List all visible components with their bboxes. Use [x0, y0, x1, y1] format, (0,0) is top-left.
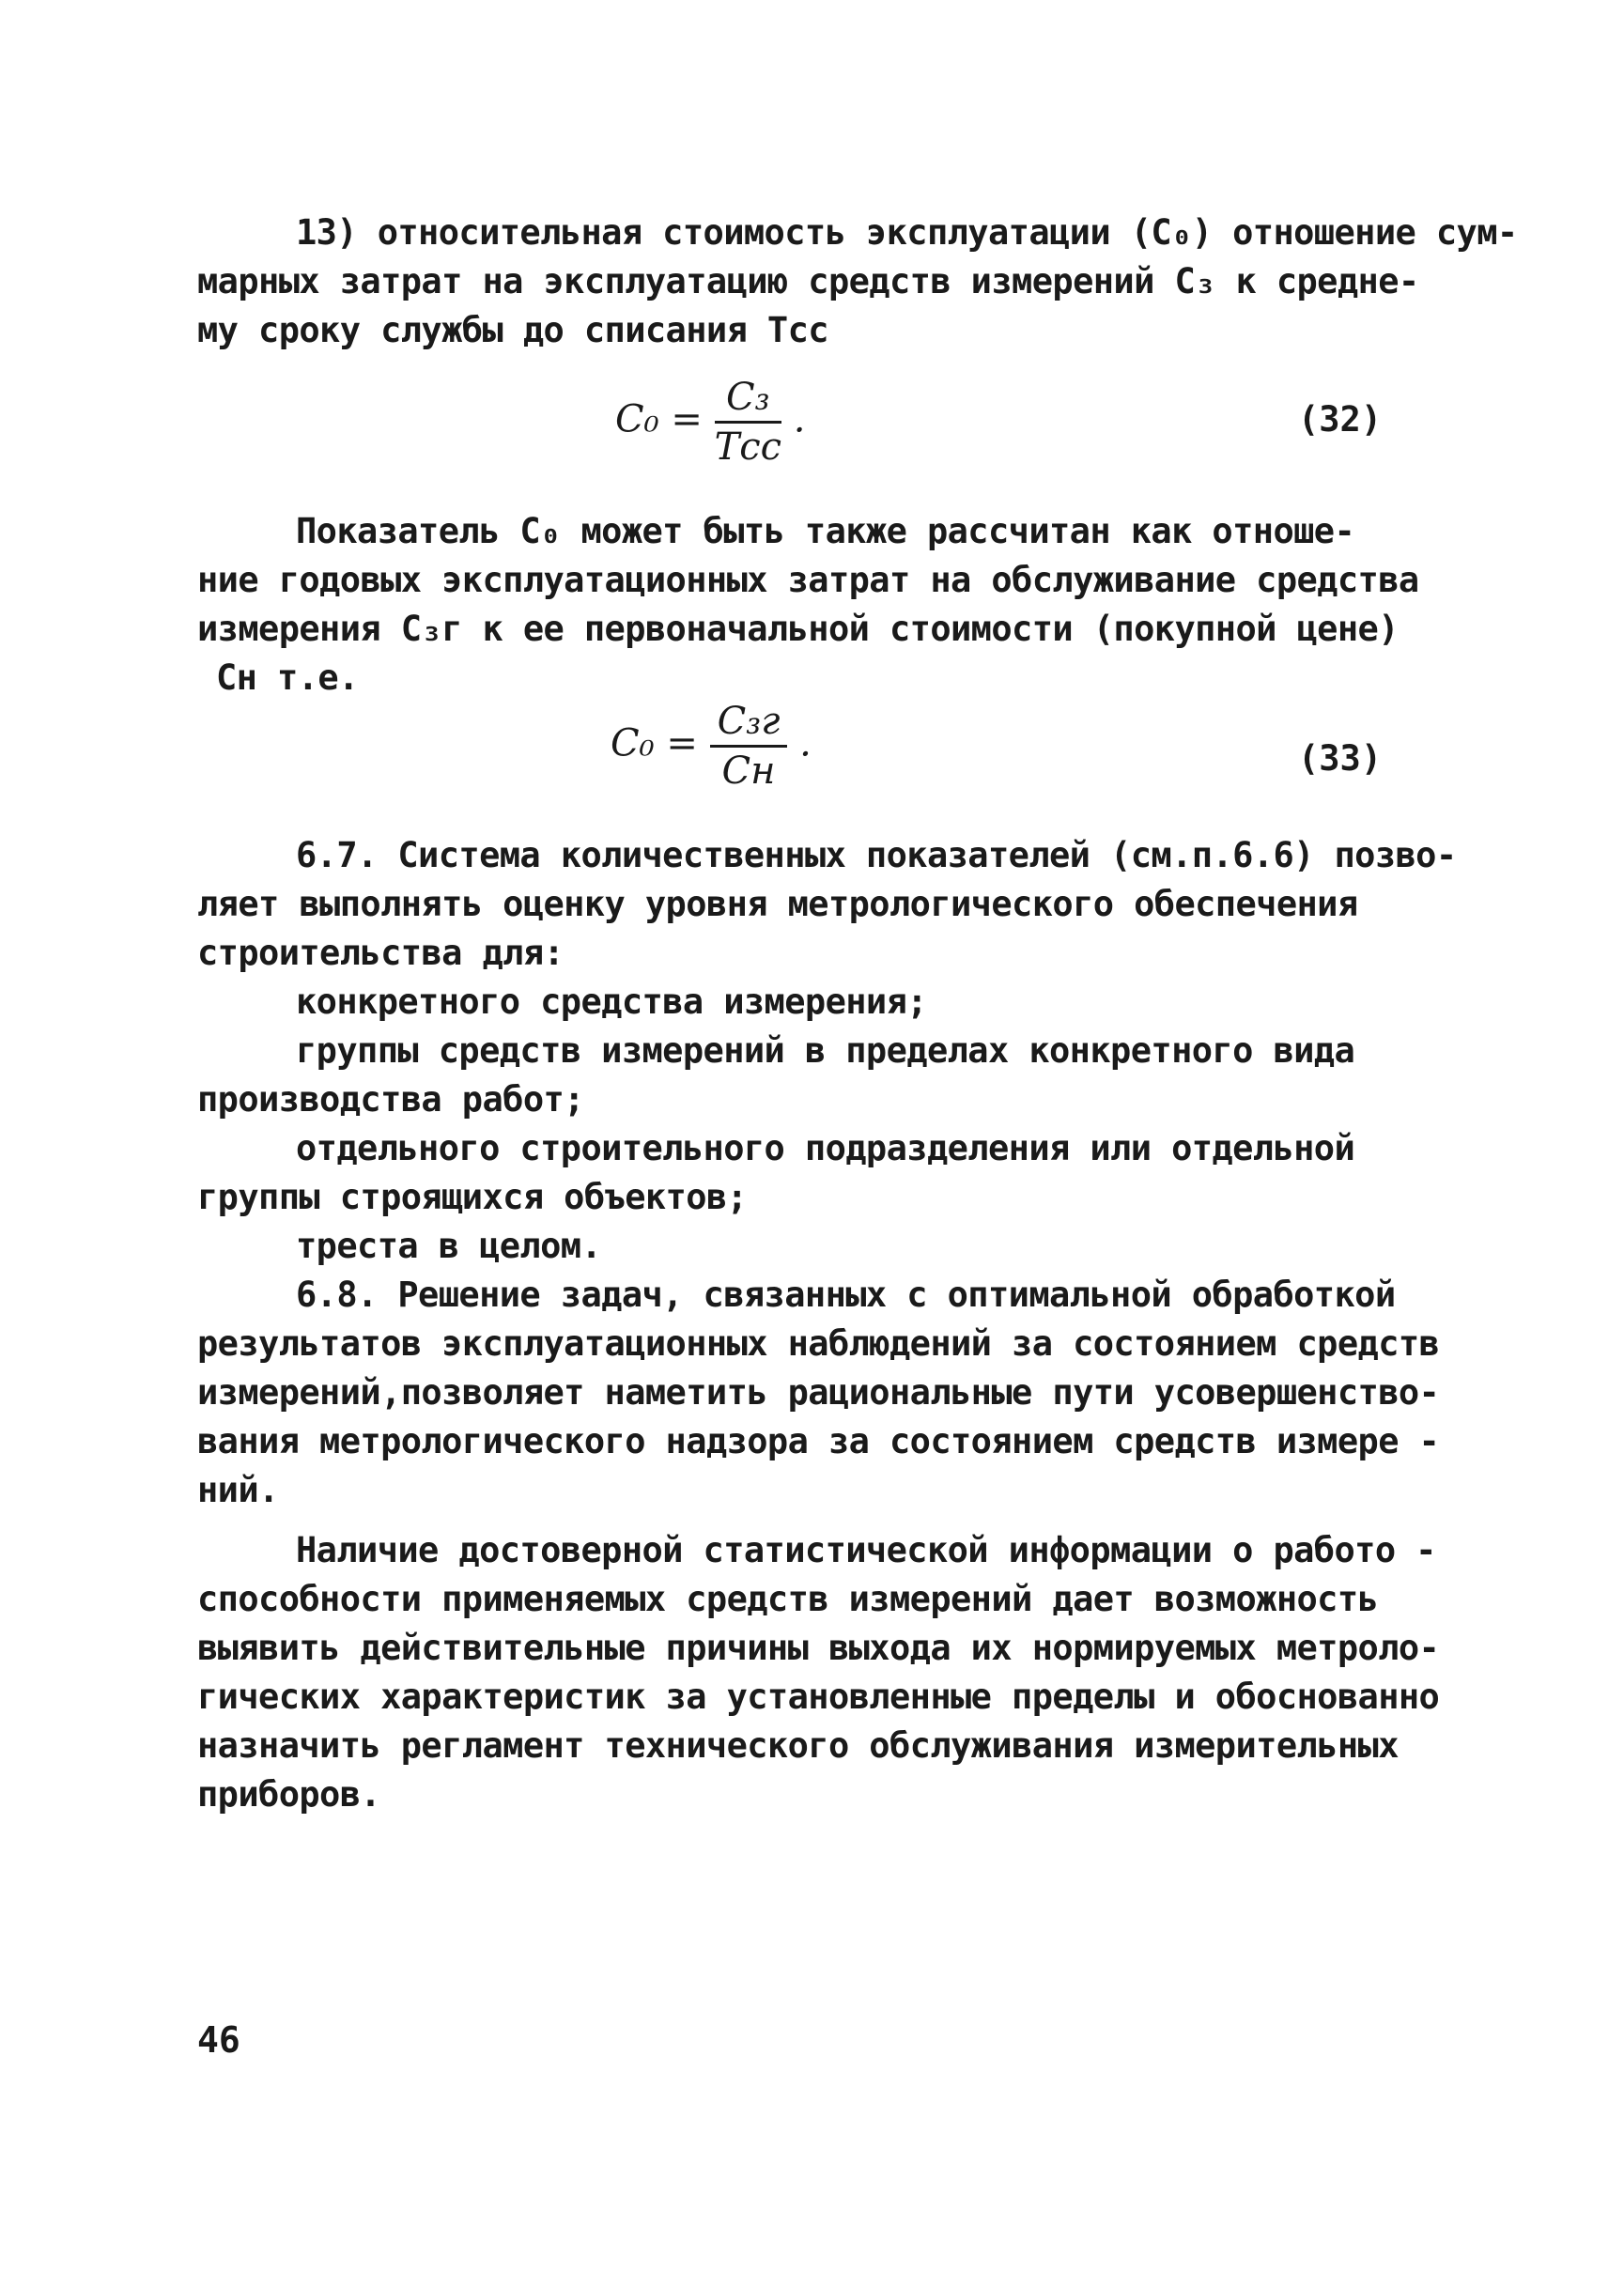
formula-tail: .: [793, 397, 806, 441]
list-item: отдельного строительного подразделения или отдельной: [296, 1128, 1355, 1168]
text-line: ляет выполнять оценку уровня метрологического обеспечения: [197, 884, 1358, 924]
list-item: треста в целом.: [296, 1226, 602, 1266]
fraction: [715, 376, 781, 469]
text-line: 13) относительная стоимость эксплуатации (C₀) отношение сум-: [296, 212, 1518, 253]
paragraph-indicator: [197, 507, 1419, 703]
text-line: Показатель C₀ может быть также рассчитан как отноше-: [296, 511, 1355, 551]
fraction-denominator: Cн: [721, 749, 776, 793]
list-item: группы средств измерений в пределах конкретного вида: [296, 1030, 1355, 1071]
text-line: 6.8. Решение задач, связанных с оптимальной обработкой: [296, 1275, 1396, 1315]
equation-number-33: (33): [1298, 738, 1383, 779]
formula-lhs: C₀ =: [615, 397, 703, 441]
page-number: 46: [197, 2019, 240, 2061]
fraction-denominator: Tсс: [714, 425, 782, 469]
formula-33: [611, 700, 812, 793]
equation-number-32: (32): [1298, 399, 1383, 440]
fraction: [710, 700, 788, 793]
text-line: выявить действительные причины выхода их нормируемых метроло-: [197, 1628, 1440, 1668]
list-item: конкретного средства измерения;: [296, 981, 927, 1022]
text-line: приборов.: [197, 1774, 381, 1815]
formula-32: [615, 376, 806, 469]
formula-lhs: C₀ =: [611, 721, 698, 765]
text-line: Наличие достоверной статистической информации о работо -: [296, 1530, 1436, 1570]
text-line: группы строящихся объектов;: [197, 1177, 748, 1217]
paragraph-item-13: [197, 209, 1518, 355]
fraction-numerator: C₃: [715, 376, 781, 424]
text-line: 6.7. Система количественных показателей (см.п.6.6) позво-: [296, 835, 1457, 875]
text-line: строительства для:: [197, 933, 565, 973]
text-line: марных затрат на эксплуатацию средств измерений C₃ к средне-: [197, 261, 1419, 301]
text-line: ний.: [197, 1470, 279, 1510]
text-line: Cн т.е.: [216, 657, 359, 698]
text-line: результатов эксплуатационных наблюдений за состоянием средств: [197, 1323, 1440, 1364]
text-line: назначить регламент технического обслуживания измерительных: [197, 1725, 1399, 1766]
formula-tail: .: [799, 721, 812, 765]
text-line: ние годовых эксплуатационных затрат на обслуживание средства: [197, 560, 1419, 600]
text-line: вания метрологического надзора за состоянием средств измере -: [197, 1421, 1440, 1461]
paragraph-statistics: [197, 1526, 1440, 1819]
text-line: му сроку службы до списания Tсс: [197, 310, 828, 350]
text-line: гических характеристик за установленные пределы и обоснованно: [197, 1677, 1440, 1717]
text-line: измерения C₃г к ее первоначальной стоимости (покупной цене): [197, 609, 1399, 649]
fraction-numerator: C₃г: [710, 700, 788, 748]
section-6-7-6-8: [197, 831, 1457, 1515]
text-line: измерений,позволяет наметить рациональные пути усовершенство-: [197, 1372, 1440, 1413]
text-line: производства работ;: [197, 1079, 584, 1120]
text-line: способности применяемых средств измерений дает возможность: [197, 1579, 1379, 1619]
